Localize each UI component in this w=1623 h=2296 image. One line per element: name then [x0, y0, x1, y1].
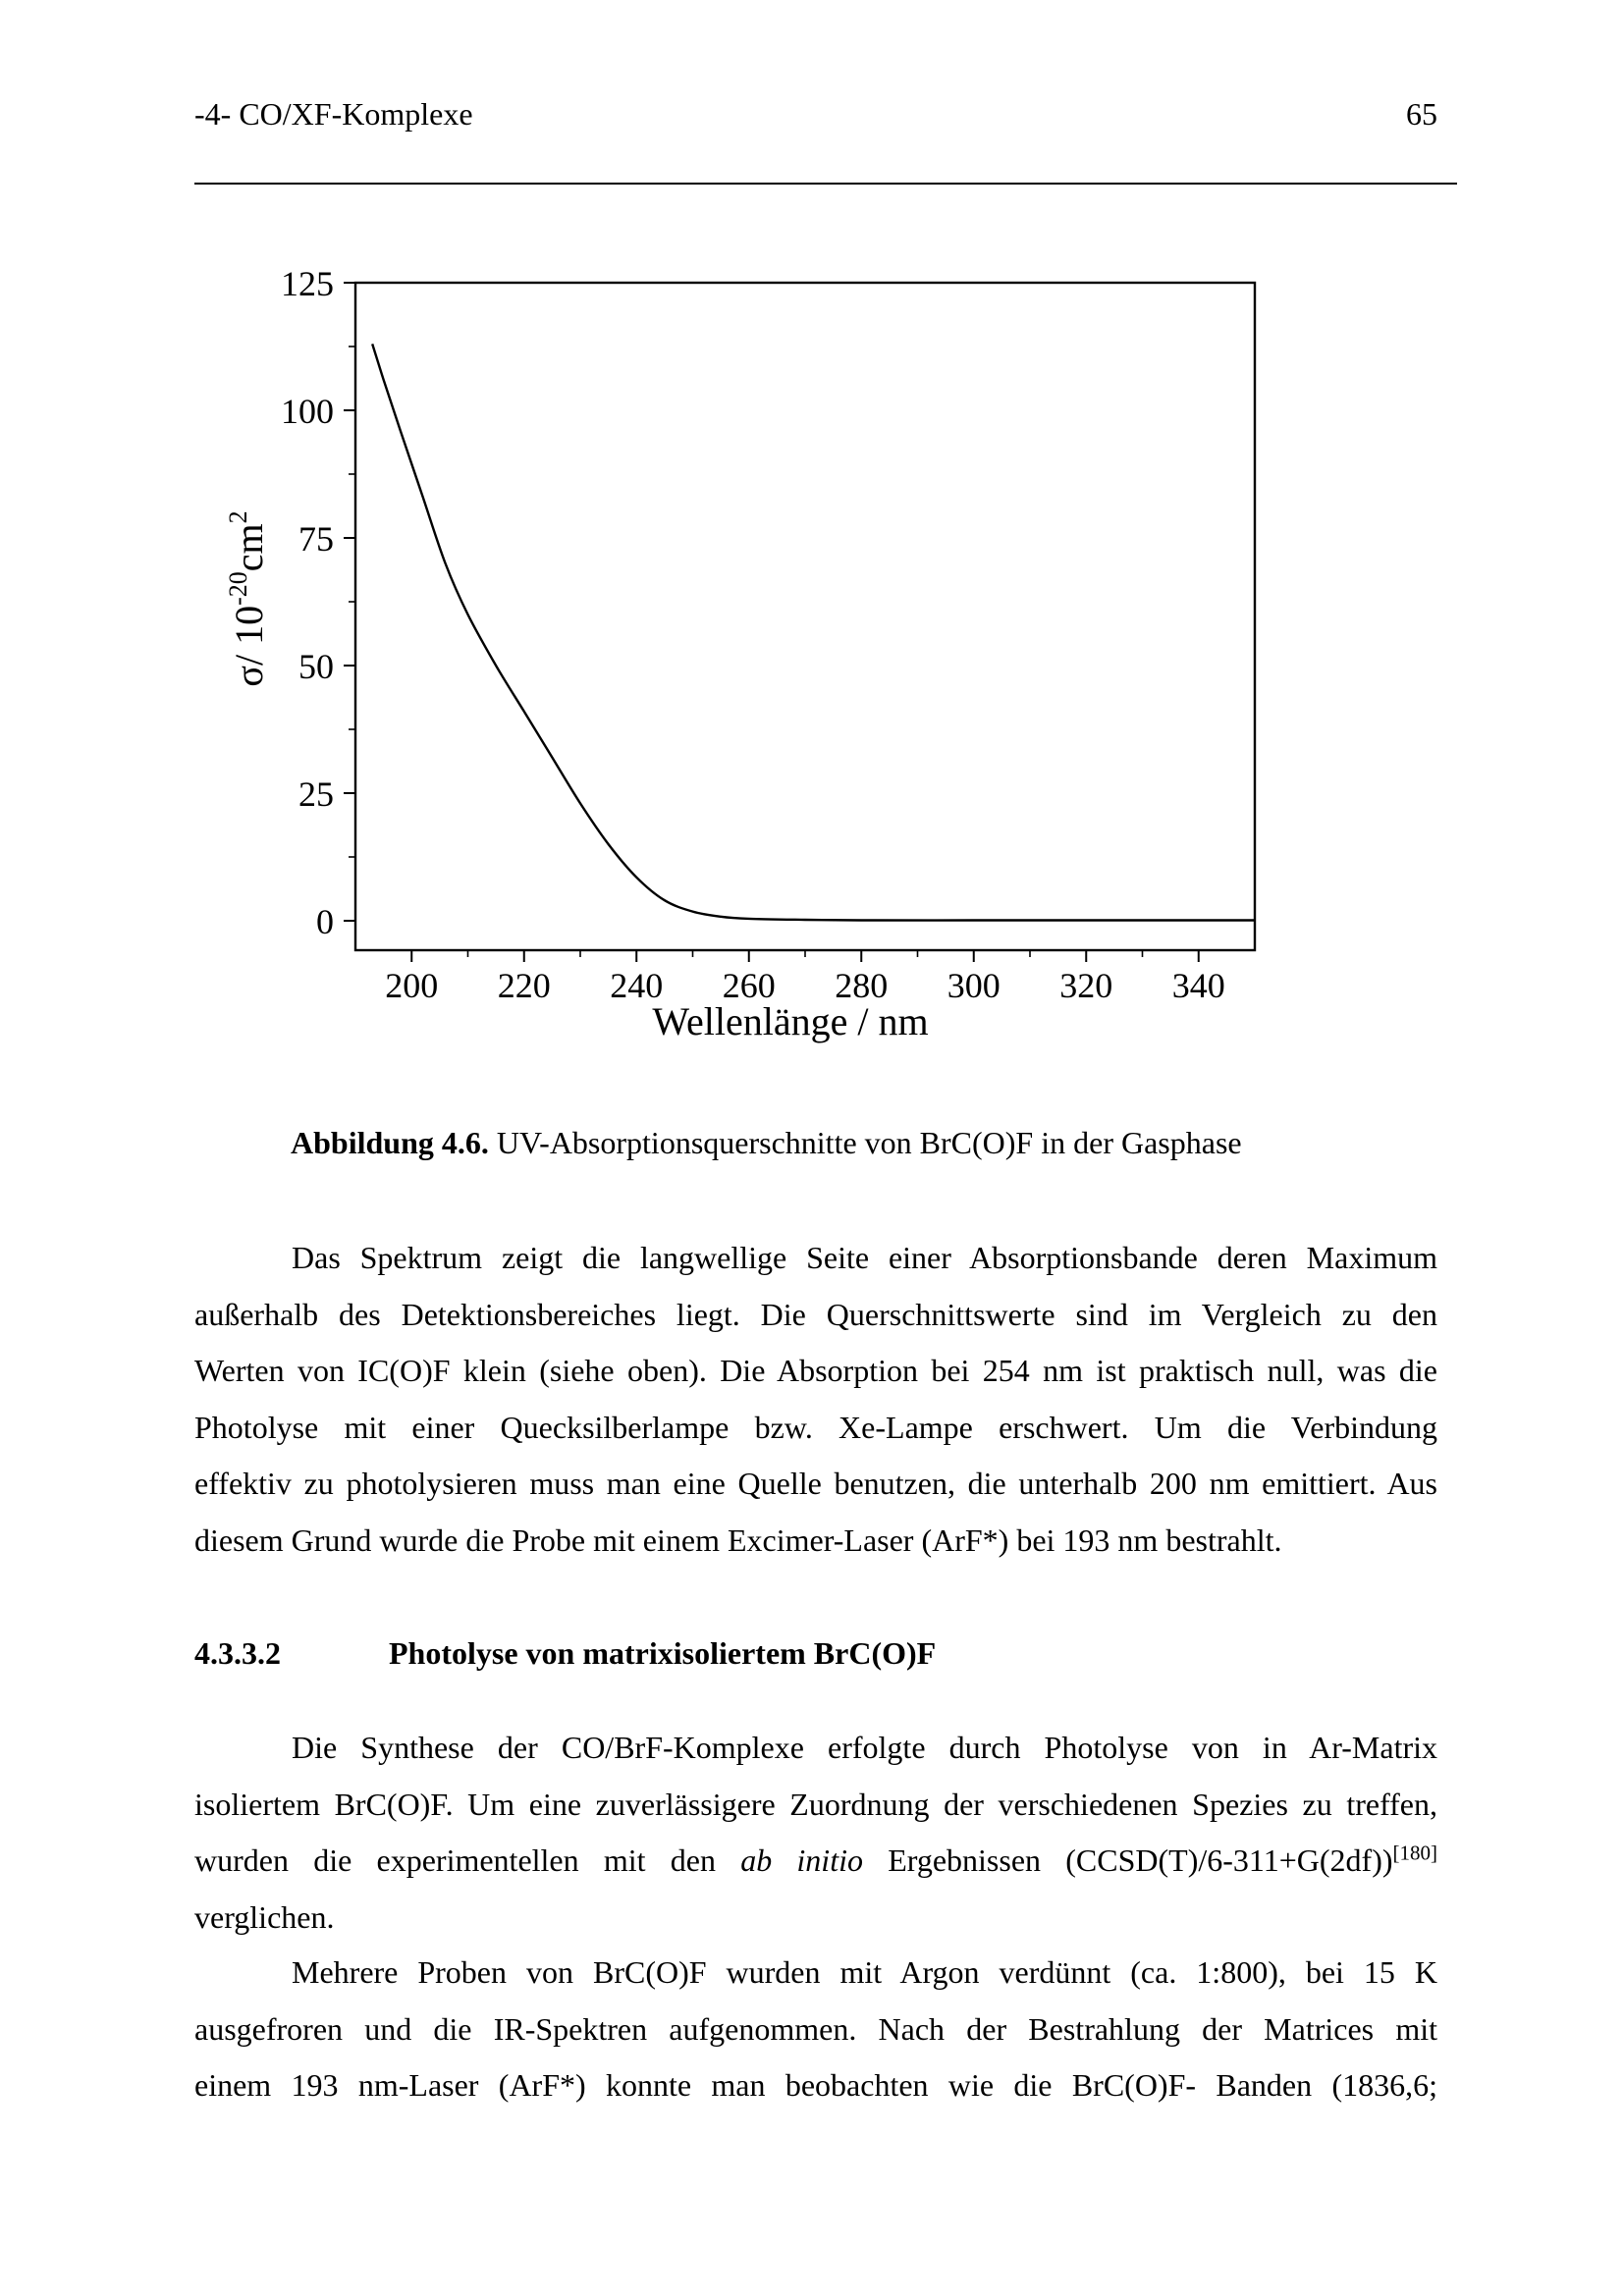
paragraph-line: isoliertem BrC(O)F. Um eine zuverlässigere Zuordnung der verschiedenen Spezies zu treffen, — [194, 1786, 1437, 1822]
x-axis — [385, 950, 1225, 1005]
page-number: 65 — [1406, 96, 1437, 132]
x-tick-label: 340 — [1171, 966, 1225, 1005]
paragraph-line — [194, 1833, 1437, 1890]
paragraph-samples — [194, 1945, 1437, 2114]
paragraph-line: ausgefroren und die IR-Spektren aufgenommen. Nach der Bestrahlung der Matrices mit — [194, 2010, 1437, 2047]
x-tick-label: 280 — [835, 966, 889, 1005]
x-tick-label: 300 — [947, 966, 1001, 1005]
paragraph-synthesis — [194, 1720, 1437, 1946]
paragraph-line: diesem Grund wurde die Probe mit einem Excimer-Laser (ArF*) bei 193 nm bestrahlt. — [194, 1522, 1282, 1558]
y-tick-label: 100 — [281, 392, 334, 431]
paragraph-line: Werten von IC(O)F klein (siehe oben). Die Absorption bei 254 nm ist praktisch null, was die — [194, 1353, 1437, 1389]
paragraph-line: einem 193 nm-Laser (ArF*) konnte man beobachten wie die BrC(O)F- Banden (1836,6; — [194, 2067, 1437, 2104]
paragraph-line: Photolyse mit einer Quecksilberlampe bzw. Xe-Lampe erschwert. Um die Verbindung — [194, 1409, 1437, 1445]
paragraph-line: Die Synthese der CO/BrF-Komplexe erfolgte durch Photolyse von in Ar-Matrix — [292, 1730, 1437, 1765]
paragraph-line: außerhalb des Detektionsbereiches liegt. Die Querschnittswerte sind im Vergleich zu den — [194, 1296, 1437, 1332]
x-tick-label: 320 — [1059, 966, 1113, 1005]
y-axis — [281, 264, 355, 941]
y-tick-label: 125 — [281, 264, 334, 303]
plot-frame — [355, 283, 1255, 950]
x-tick-label: 220 — [497, 966, 551, 1005]
section-number: 4.3.3.2 — [194, 1635, 281, 1671]
absorption-spectrum-chart — [0, 0, 1623, 1080]
figure-caption-text: UV-Absorptionsquerschnitte von BrC(O)F in der Gasphase — [488, 1125, 1242, 1160]
y-tick-label: 25 — [298, 774, 334, 814]
x-tick-label: 260 — [722, 966, 776, 1005]
x-tick-label: 200 — [385, 966, 439, 1005]
citation-superscript: [180] — [1392, 1841, 1438, 1865]
paragraph-line: verglichen. — [194, 1898, 335, 1935]
series-line-brcof — [372, 344, 1255, 920]
section-title: Photolyse von matrixisoliertem BrC(O)F — [389, 1635, 937, 1671]
paragraph-spectrum — [194, 1230, 1437, 1570]
x-axis-label: Wellenlänge / nm — [652, 999, 929, 1043]
y-tick-label: 50 — [298, 647, 334, 686]
paragraph-line: Mehrere Proben von BrC(O)F wurden mit Argon verdünnt (ca. 1:800), bei 15 K — [292, 1954, 1437, 1990]
figure-caption-label: Abbildung 4.6. — [291, 1125, 489, 1160]
text-run: wurden die experimentellen mit den — [194, 1842, 741, 1879]
y-axis-label: σ/ $10^{-20}cm^2$ — [224, 510, 271, 687]
y-tick-label: 75 — [298, 519, 334, 559]
plot-border — [355, 283, 1255, 950]
figure-caption — [291, 1125, 1242, 1161]
paragraph-line: effektiv zu photolysieren muss man eine Quelle benutzen, die unterhalb 200 nm emittiert. Aus — [194, 1466, 1437, 1502]
italic-term: ab initio — [740, 1842, 863, 1879]
running-header-chapter: -4- CO/XF-Komplexe — [194, 96, 473, 132]
text-run: Ergebnissen (CCSD(T)/6-311+G(2df)) — [862, 1842, 1393, 1879]
y-tick-label: 0 — [316, 902, 334, 941]
x-tick-label: 240 — [610, 966, 664, 1005]
paragraph-line: Das Spektrum zeigt die langwellige Seite einer Absorptionsbande deren Maximum — [292, 1240, 1437, 1275]
